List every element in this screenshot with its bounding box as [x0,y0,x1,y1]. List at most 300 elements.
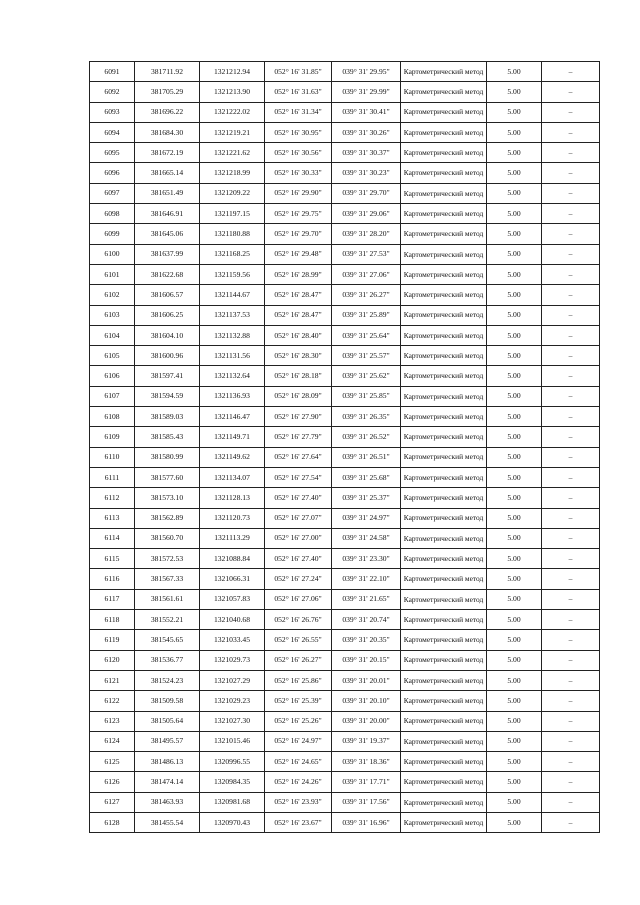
y-coordinate-cell: 1321066.31 [200,569,265,589]
description-cell: – [542,305,600,325]
description-cell: – [542,772,600,792]
description-cell: – [542,711,600,731]
latitude-cell: 052° 16' 26.76" [265,610,332,630]
method-cell: Картометрический метод [401,82,487,102]
longitude-cell: 039° 31' 26.52" [332,427,401,447]
longitude-cell: 039° 31' 30.37" [332,143,401,163]
latitude-cell: 052° 16' 28.09" [265,386,332,406]
y-coordinate-cell: 1321136.93 [200,386,265,406]
table-row [90,528,600,548]
y-coordinate-cell: 1320970.43 [200,812,265,832]
point-number-cell: 6125 [90,752,135,772]
x-coordinate-cell: 381594.59 [135,386,200,406]
latitude-cell: 052° 16' 27.90" [265,407,332,427]
point-number-cell: 6127 [90,792,135,812]
y-coordinate-cell: 1321209.22 [200,183,265,203]
longitude-cell: 039° 31' 20.01" [332,670,401,690]
method-cell: Картометрический метод [401,508,487,528]
point-number-cell: 6122 [90,691,135,711]
latitude-cell: 052° 16' 28.40" [265,325,332,345]
y-coordinate-cell: 1321146.47 [200,407,265,427]
point-number-cell: 6098 [90,204,135,224]
description-cell: – [542,325,600,345]
description-cell: – [542,467,600,487]
latitude-cell: 052° 16' 24.26" [265,772,332,792]
latitude-cell: 052° 16' 25.39" [265,691,332,711]
table-row [90,711,600,731]
longitude-cell: 039° 31' 25.37" [332,488,401,508]
method-cell: Картометрический метод [401,325,487,345]
method-cell: Картометрический метод [401,143,487,163]
point-number-cell: 6120 [90,650,135,670]
point-number-cell: 6107 [90,386,135,406]
method-cell: Картометрический метод [401,812,487,832]
y-coordinate-cell: 1321180.88 [200,224,265,244]
longitude-cell: 039° 31' 28.20" [332,224,401,244]
description-cell: – [542,447,600,467]
point-number-cell: 6108 [90,407,135,427]
x-coordinate-cell: 381600.96 [135,346,200,366]
accuracy-cell: 5.00 [487,528,542,548]
latitude-cell: 052° 16' 29.70" [265,224,332,244]
accuracy-cell: 5.00 [487,407,542,427]
y-coordinate-cell: 1321218.99 [200,163,265,183]
description-cell: – [542,549,600,569]
longitude-cell: 039° 31' 24.58" [332,528,401,548]
document-page [89,61,599,833]
point-number-cell: 6119 [90,630,135,650]
accuracy-cell: 5.00 [487,670,542,690]
y-coordinate-cell: 1320984.35 [200,772,265,792]
latitude-cell: 052° 16' 31.63" [265,82,332,102]
accuracy-cell: 5.00 [487,386,542,406]
longitude-cell: 039° 31' 25.85" [332,386,401,406]
longitude-cell: 039° 31' 29.06" [332,204,401,224]
description-cell: – [542,508,600,528]
point-number-cell: 6091 [90,62,135,82]
y-coordinate-cell: 1321222.02 [200,102,265,122]
x-coordinate-cell: 381665.14 [135,163,200,183]
description-cell: – [542,650,600,670]
y-coordinate-cell: 1321027.29 [200,670,265,690]
y-coordinate-cell: 1321219.21 [200,122,265,142]
point-number-cell: 6128 [90,812,135,832]
description-cell: – [542,264,600,284]
coordinates-table-body [90,62,600,833]
description-cell: – [542,285,600,305]
table-row [90,264,600,284]
y-coordinate-cell: 1321128.13 [200,488,265,508]
table-row [90,508,600,528]
y-coordinate-cell: 1321088.84 [200,549,265,569]
point-number-cell: 6094 [90,122,135,142]
x-coordinate-cell: 381486.13 [135,752,200,772]
description-cell: – [542,630,600,650]
accuracy-cell: 5.00 [487,630,542,650]
accuracy-cell: 5.00 [487,569,542,589]
method-cell: Картометрический метод [401,549,487,569]
latitude-cell: 052° 16' 29.75" [265,204,332,224]
latitude-cell: 052° 16' 26.55" [265,630,332,650]
longitude-cell: 039° 31' 30.26" [332,122,401,142]
method-cell: Картометрический метод [401,386,487,406]
table-row [90,772,600,792]
longitude-cell: 039° 31' 20.10" [332,691,401,711]
latitude-cell: 052° 16' 27.40" [265,549,332,569]
table-row [90,163,600,183]
x-coordinate-cell: 381577.60 [135,467,200,487]
longitude-cell: 039° 31' 25.57" [332,346,401,366]
longitude-cell: 039° 31' 27.06" [332,264,401,284]
accuracy-cell: 5.00 [487,650,542,670]
description-cell: – [542,731,600,751]
accuracy-cell: 5.00 [487,467,542,487]
table-row [90,143,600,163]
accuracy-cell: 5.00 [487,366,542,386]
y-coordinate-cell: 1321057.83 [200,589,265,609]
x-coordinate-cell: 381696.22 [135,102,200,122]
y-coordinate-cell: 1321132.64 [200,366,265,386]
longitude-cell: 039° 31' 25.62" [332,366,401,386]
point-number-cell: 6124 [90,731,135,751]
accuracy-cell: 5.00 [487,82,542,102]
accuracy-cell: 5.00 [487,508,542,528]
longitude-cell: 039° 31' 29.95" [332,62,401,82]
point-number-cell: 6111 [90,467,135,487]
method-cell: Картометрический метод [401,427,487,447]
table-row [90,285,600,305]
latitude-cell: 052° 16' 27.24" [265,569,332,589]
latitude-cell: 052° 16' 28.47" [265,285,332,305]
x-coordinate-cell: 381545.65 [135,630,200,650]
x-coordinate-cell: 381552.21 [135,610,200,630]
description-cell: – [542,488,600,508]
method-cell: Картометрический метод [401,224,487,244]
x-coordinate-cell: 381705.29 [135,82,200,102]
description-cell: – [542,752,600,772]
point-number-cell: 6114 [90,528,135,548]
latitude-cell: 052° 16' 27.64" [265,447,332,467]
latitude-cell: 052° 16' 27.40" [265,488,332,508]
longitude-cell: 039° 31' 21.65" [332,589,401,609]
longitude-cell: 039° 31' 25.64" [332,325,401,345]
method-cell: Картометрический метод [401,163,487,183]
y-coordinate-cell: 1321213.90 [200,82,265,102]
y-coordinate-cell: 1320996.55 [200,752,265,772]
point-number-cell: 6104 [90,325,135,345]
x-coordinate-cell: 381604.10 [135,325,200,345]
table-row [90,731,600,751]
point-number-cell: 6106 [90,366,135,386]
table-row [90,589,600,609]
longitude-cell: 039° 31' 29.70" [332,183,401,203]
method-cell: Картометрический метод [401,122,487,142]
longitude-cell: 039° 31' 30.41" [332,102,401,122]
latitude-cell: 052° 16' 30.33" [265,163,332,183]
description-cell: – [542,122,600,142]
method-cell: Картометрический метод [401,204,487,224]
y-coordinate-cell: 1321027.30 [200,711,265,731]
x-coordinate-cell: 381463.93 [135,792,200,812]
x-coordinate-cell: 381589.03 [135,407,200,427]
method-cell: Картометрический метод [401,285,487,305]
x-coordinate-cell: 381684.30 [135,122,200,142]
table-row [90,204,600,224]
method-cell: Картометрический метод [401,62,487,82]
latitude-cell: 052° 16' 26.27" [265,650,332,670]
table-row [90,447,600,467]
table-row [90,812,600,832]
description-cell: – [542,610,600,630]
y-coordinate-cell: 1321168.25 [200,244,265,264]
method-cell: Картометрический метод [401,305,487,325]
coordinates-table [89,61,600,833]
latitude-cell: 052° 16' 27.79" [265,427,332,447]
longitude-cell: 039° 31' 30.23" [332,163,401,183]
x-coordinate-cell: 381606.57 [135,285,200,305]
method-cell: Картометрический метод [401,102,487,122]
method-cell: Картометрический метод [401,670,487,690]
latitude-cell: 052° 16' 27.07" [265,508,332,528]
method-cell: Картометрический метод [401,467,487,487]
accuracy-cell: 5.00 [487,264,542,284]
latitude-cell: 052° 16' 25.86" [265,670,332,690]
accuracy-cell: 5.00 [487,610,542,630]
longitude-cell: 039° 31' 23.30" [332,549,401,569]
x-coordinate-cell: 381585.43 [135,427,200,447]
table-row [90,325,600,345]
x-coordinate-cell: 381580.99 [135,447,200,467]
method-cell: Картометрический метод [401,650,487,670]
longitude-cell: 039° 31' 17.71" [332,772,401,792]
point-number-cell: 6116 [90,569,135,589]
accuracy-cell: 5.00 [487,812,542,832]
longitude-cell: 039° 31' 19.37" [332,731,401,751]
point-number-cell: 6092 [90,82,135,102]
latitude-cell: 052° 16' 27.54" [265,467,332,487]
point-number-cell: 6093 [90,102,135,122]
description-cell: – [542,792,600,812]
x-coordinate-cell: 381561.61 [135,589,200,609]
description-cell: – [542,691,600,711]
table-row [90,752,600,772]
point-number-cell: 6123 [90,711,135,731]
description-cell: – [542,589,600,609]
x-coordinate-cell: 381572.53 [135,549,200,569]
longitude-cell: 039° 31' 26.27" [332,285,401,305]
latitude-cell: 052° 16' 23.67" [265,812,332,832]
table-row [90,549,600,569]
accuracy-cell: 5.00 [487,589,542,609]
x-coordinate-cell: 381651.49 [135,183,200,203]
table-row [90,386,600,406]
method-cell: Картометрический метод [401,792,487,812]
table-row [90,224,600,244]
description-cell: – [542,528,600,548]
latitude-cell: 052° 16' 27.06" [265,589,332,609]
latitude-cell: 052° 16' 29.48" [265,244,332,264]
description-cell: – [542,143,600,163]
y-coordinate-cell: 1321144.67 [200,285,265,305]
y-coordinate-cell: 1321029.73 [200,650,265,670]
latitude-cell: 052° 16' 30.56" [265,143,332,163]
accuracy-cell: 5.00 [487,427,542,447]
latitude-cell: 052° 16' 24.97" [265,731,332,751]
table-row [90,630,600,650]
accuracy-cell: 5.00 [487,731,542,751]
x-coordinate-cell: 381495.57 [135,731,200,751]
x-coordinate-cell: 381622.68 [135,264,200,284]
table-row [90,183,600,203]
description-cell: – [542,812,600,832]
longitude-cell: 039° 31' 17.56" [332,792,401,812]
accuracy-cell: 5.00 [487,62,542,82]
description-cell: – [542,346,600,366]
description-cell: – [542,62,600,82]
description-cell: – [542,204,600,224]
point-number-cell: 6097 [90,183,135,203]
accuracy-cell: 5.00 [487,488,542,508]
y-coordinate-cell: 1321221.62 [200,143,265,163]
point-number-cell: 6121 [90,670,135,690]
table-row [90,62,600,82]
accuracy-cell: 5.00 [487,305,542,325]
description-cell: – [542,163,600,183]
accuracy-cell: 5.00 [487,549,542,569]
latitude-cell: 052° 16' 31.85" [265,62,332,82]
y-coordinate-cell: 1320981.68 [200,792,265,812]
point-number-cell: 6112 [90,488,135,508]
accuracy-cell: 5.00 [487,772,542,792]
table-row [90,305,600,325]
longitude-cell: 039° 31' 16.96" [332,812,401,832]
method-cell: Картометрический метод [401,589,487,609]
y-coordinate-cell: 1321113.29 [200,528,265,548]
accuracy-cell: 5.00 [487,143,542,163]
x-coordinate-cell: 381524.23 [135,670,200,690]
table-row [90,102,600,122]
table-row [90,407,600,427]
accuracy-cell: 5.00 [487,285,542,305]
accuracy-cell: 5.00 [487,122,542,142]
table-row [90,122,600,142]
latitude-cell: 052° 16' 28.47" [265,305,332,325]
longitude-cell: 039° 31' 29.99" [332,82,401,102]
description-cell: – [542,427,600,447]
x-coordinate-cell: 381560.70 [135,528,200,548]
method-cell: Картометрический метод [401,691,487,711]
description-cell: – [542,224,600,244]
y-coordinate-cell: 1321132.88 [200,325,265,345]
x-coordinate-cell: 381597.41 [135,366,200,386]
point-number-cell: 6117 [90,589,135,609]
point-number-cell: 6102 [90,285,135,305]
x-coordinate-cell: 381536.77 [135,650,200,670]
table-row [90,691,600,711]
y-coordinate-cell: 1321149.62 [200,447,265,467]
x-coordinate-cell: 381711.92 [135,62,200,82]
point-number-cell: 6105 [90,346,135,366]
y-coordinate-cell: 1321134.07 [200,467,265,487]
longitude-cell: 039° 31' 22.10" [332,569,401,589]
point-number-cell: 6103 [90,305,135,325]
table-row [90,650,600,670]
latitude-cell: 052° 16' 24.65" [265,752,332,772]
longitude-cell: 039° 31' 20.15" [332,650,401,670]
table-row [90,569,600,589]
y-coordinate-cell: 1321212.94 [200,62,265,82]
accuracy-cell: 5.00 [487,183,542,203]
longitude-cell: 039° 31' 20.00" [332,711,401,731]
method-cell: Картометрический метод [401,528,487,548]
longitude-cell: 039° 31' 25.89" [332,305,401,325]
latitude-cell: 052° 16' 29.90" [265,183,332,203]
table-row [90,366,600,386]
accuracy-cell: 5.00 [487,163,542,183]
method-cell: Картометрический метод [401,752,487,772]
x-coordinate-cell: 381606.25 [135,305,200,325]
table-row [90,610,600,630]
table-row [90,467,600,487]
method-cell: Картометрический метод [401,366,487,386]
description-cell: – [542,569,600,589]
description-cell: – [542,244,600,264]
y-coordinate-cell: 1321159.56 [200,264,265,284]
y-coordinate-cell: 1321033.45 [200,630,265,650]
x-coordinate-cell: 381573.10 [135,488,200,508]
method-cell: Картометрический метод [401,569,487,589]
table-row [90,792,600,812]
method-cell: Картометрический метод [401,183,487,203]
point-number-cell: 6101 [90,264,135,284]
latitude-cell: 052° 16' 28.99" [265,264,332,284]
y-coordinate-cell: 1321040.68 [200,610,265,630]
table-row [90,670,600,690]
description-cell: – [542,670,600,690]
y-coordinate-cell: 1321149.71 [200,427,265,447]
description-cell: – [542,407,600,427]
method-cell: Картометрический метод [401,630,487,650]
table-row [90,427,600,447]
accuracy-cell: 5.00 [487,691,542,711]
description-cell: – [542,386,600,406]
accuracy-cell: 5.00 [487,204,542,224]
accuracy-cell: 5.00 [487,224,542,244]
y-coordinate-cell: 1321137.53 [200,305,265,325]
table-row [90,82,600,102]
point-number-cell: 6118 [90,610,135,630]
longitude-cell: 039° 31' 26.35" [332,407,401,427]
description-cell: – [542,366,600,386]
method-cell: Картометрический метод [401,244,487,264]
method-cell: Картометрический метод [401,772,487,792]
x-coordinate-cell: 381455.54 [135,812,200,832]
accuracy-cell: 5.00 [487,752,542,772]
table-row [90,244,600,264]
longitude-cell: 039° 31' 24.97" [332,508,401,528]
method-cell: Картометрический метод [401,488,487,508]
point-number-cell: 6096 [90,163,135,183]
point-number-cell: 6109 [90,427,135,447]
method-cell: Картометрический метод [401,346,487,366]
longitude-cell: 039° 31' 18.36" [332,752,401,772]
y-coordinate-cell: 1321131.56 [200,346,265,366]
accuracy-cell: 5.00 [487,325,542,345]
x-coordinate-cell: 381645.06 [135,224,200,244]
longitude-cell: 039° 31' 20.74" [332,610,401,630]
y-coordinate-cell: 1321015.46 [200,731,265,751]
method-cell: Картометрический метод [401,264,487,284]
